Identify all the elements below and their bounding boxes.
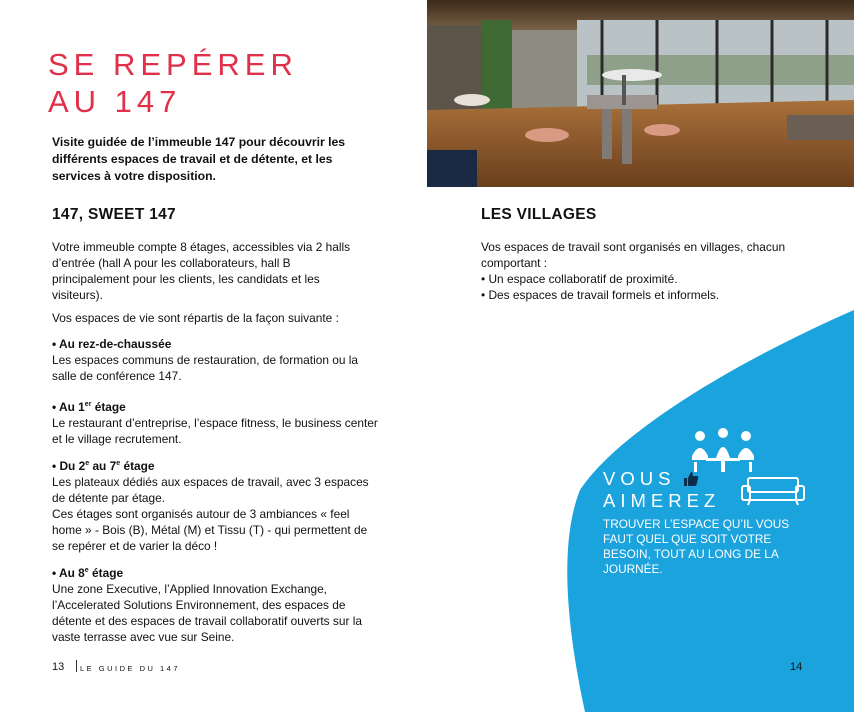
people-meeting-icon	[688, 428, 758, 477]
intro-text: Visite guidée de l’immeuble 147 pour découvrir les différents espaces de travail et de détente, et les services à votre disposition.	[52, 135, 346, 183]
callout-text: TROUVER L’ESPACE QU’IL VOUS FAUT QUEL QUE SOIT VOTRE BESOIN, TOUT AU LONG DE LA JOURNÉE.	[603, 517, 790, 576]
floor-eighth-title: • Au 8e étage	[52, 565, 124, 580]
page-title	[48, 46, 298, 120]
section-title-sweet: 147, SWEET 147	[52, 206, 176, 223]
floor-first-text: Le restaurant d’entreprise, l’espace fitness, le business center et le village recrutement.	[52, 415, 378, 446]
villages-intro: Vos espaces de travail sont organisés en villages, chacun comportant :	[481, 240, 786, 270]
villages-paragraph	[481, 239, 801, 303]
thumbs-up-icon	[683, 471, 699, 492]
page-number-right: 14	[790, 661, 803, 673]
floor-2-7-text-2: Ces étages sont organisés autour de 3 ambiances « feel home » - Bois (B), Métal (M) et Tissu (T) - qui permettent de se repérer et de varier la déco !	[52, 506, 368, 553]
floor-eighth-text: Une zone Executive, l’Applied Innovation Exchange, l’Accelerated Solutions Environnement, des espaces de détente et des espaces de travail collaboratif ouverts sur la vaste terrasse avec vue sur Seine.	[52, 581, 362, 644]
floor-2-7-text-1: Les plateaux dédiés aux espaces de travail, avec 3 espaces de détente par étage.	[52, 474, 369, 505]
title-line-1: SE REPÉRER	[48, 47, 298, 82]
floor-ground-text: Les espaces communs de restauration, de formation ou la salle de conférence 147.	[52, 353, 359, 383]
villages-bullet-1: • Un espace collaboratif de proximité.	[481, 272, 678, 286]
floor-ground-title: • Au rez-de-chaussée	[52, 337, 172, 351]
floor-first	[52, 397, 382, 447]
footer-guide-title: LE GUIDE DU 147	[80, 664, 181, 673]
floor-eighth	[52, 563, 382, 645]
office-lounge-photo	[427, 0, 854, 187]
sofa-icon	[740, 476, 806, 511]
page-number-left: 13	[52, 661, 65, 673]
paragraph-floors-count: Votre immeuble compte 8 étages, accessibles via 2 halls d’entrée (hall A pour les collaborateurs, hall B principalement pour les clients, les candidats et les visiteurs).	[52, 240, 351, 302]
paragraph-distribution: Vos espaces de vie sont répartis de la façon suivante :	[52, 311, 339, 325]
floor-ground	[52, 336, 382, 384]
floor-2-7	[52, 456, 382, 554]
floor-first-title: • Au 1er étage	[52, 399, 126, 414]
floor-2-7-title: • Du 2e au 7e étage	[52, 458, 155, 473]
callout-line-vous: VOUS	[603, 468, 676, 489]
callout-line-aimerez: AIMEREZ	[603, 490, 721, 511]
title-line-2: AU 147	[48, 84, 182, 119]
villages-bullet-2: • Des espaces de travail formels et informels.	[481, 288, 720, 302]
footer-divider	[76, 660, 77, 672]
section-title-villages: LES VILLAGES	[481, 206, 597, 223]
